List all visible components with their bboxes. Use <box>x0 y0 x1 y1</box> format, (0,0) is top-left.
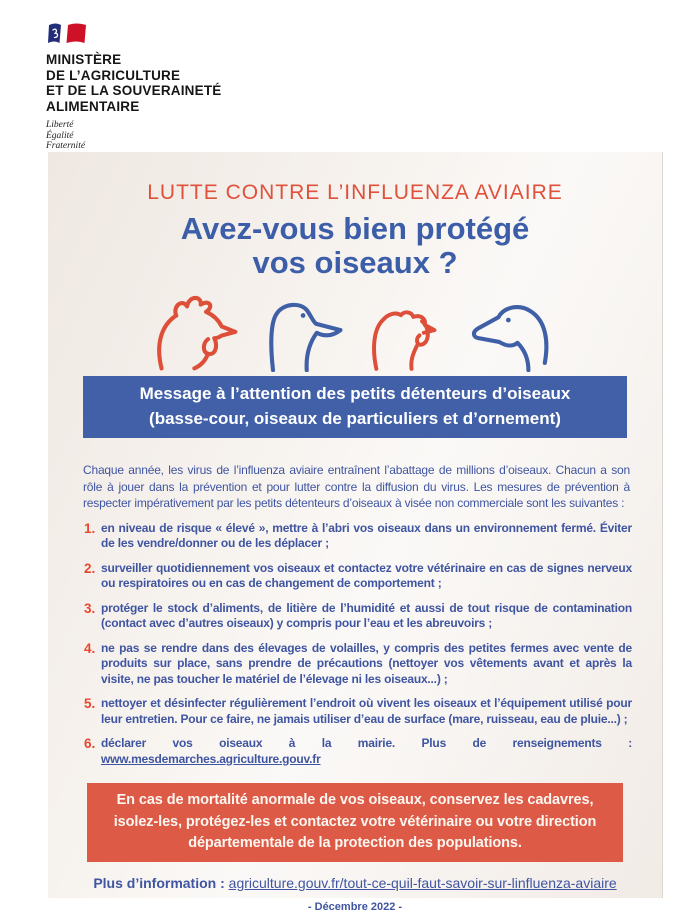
message-banner <box>83 376 627 438</box>
measure-text: en niveau de risque « élevé », mettre à l’abri vos oiseaux dans un environnement fermé. Éviter de les vendre/donner ou de les déplacer ; <box>101 520 632 550</box>
duck-icon <box>466 290 558 372</box>
measure-text: nettoyer et désinfecter régulièrement l’endroit où vivent les oiseaux et l’équipement utilisé pour leur entretien. Pour ce faire, ne jamais utiliser d’eau de surface (mare, ruisseau, eau de pluie...) ; <box>101 696 632 726</box>
page-title <box>48 212 662 280</box>
mesdemarches-link[interactable]: www.mesdemarches.agriculture.gouv.fr <box>101 751 321 766</box>
chicken-icon <box>152 290 244 372</box>
page-title-line2: vos oiseaux ? <box>252 245 458 280</box>
motto-line: Liberté <box>46 120 74 130</box>
page-title-line1: Avez-vous bien protégé <box>180 211 530 246</box>
government-logo <box>46 22 221 152</box>
measure-number: 4. <box>84 640 96 656</box>
measure-number: 5. <box>84 696 96 711</box>
measure-item <box>84 736 632 767</box>
measure-item <box>84 521 632 552</box>
publication-date: - Décembre 2022 - <box>307 900 403 913</box>
more-info-label: Plus d’information : <box>93 874 229 891</box>
more-info-line <box>48 875 662 891</box>
message-banner-line2: (basse-cour, oiseaux de particuliers et d’ornement) <box>149 409 561 428</box>
ministry-line: MINISTÈRE <box>46 52 122 67</box>
bird-illustrations <box>48 288 662 372</box>
republic-motto <box>46 120 221 152</box>
measure-text: protéger le stock d’aliments, de litière de l’humidité et aussi de tout risque de contamination (contact avec d’autres oiseaux) y compris pour l’eau et les abreuvoirs ; <box>101 600 632 630</box>
measures-list <box>84 521 632 768</box>
turkey-icon <box>364 290 452 372</box>
french-flag-icon <box>46 22 90 47</box>
message-banner-line1: Message à l’attention des petits détenteurs d’oiseaux <box>139 384 571 403</box>
agriculture-link[interactable]: agriculture.gouv.fr/tout-ce-quil-faut-savoir-sur-linfluenza-aviaire <box>228 874 617 891</box>
measure-number: 3. <box>84 600 96 616</box>
measure-text <box>101 736 632 767</box>
measure-item <box>84 601 632 632</box>
measure-number: 6. <box>84 736 96 751</box>
intro-paragraph: Chaque année, les virus de l’influenza aviaire entraînent l’abattage de millions d’oiseaux. Chacun a son rôle à jouer dans la prévention et pour lutter contre la diffusion du virus. Les mesures de prévention à respecter impérativement par les petits détenteurs d’oiseaux à visée non commerciale sont les suivantes : <box>83 463 630 510</box>
ministry-line: ALIMENTAIRE <box>46 98 140 114</box>
measure-item <box>84 561 632 592</box>
ministry-line: DE L’AGRICULTURE <box>46 67 181 83</box>
campaign-kicker: LUTTE CONTRE L’INFLUENZA AVIAIRE <box>147 181 563 204</box>
motto-line: Fraternité <box>46 141 86 151</box>
motto-line: Égalité <box>46 130 74 141</box>
ministry-line: ET DE LA SOUVERAINETÉ <box>46 83 222 98</box>
measure-text-prefix: déclarer vos oiseaux à la mairie. Plus de renseignements : <box>101 736 632 750</box>
measure-item <box>84 641 632 688</box>
ministry-name <box>46 52 221 114</box>
poster-card <box>48 152 663 913</box>
measure-item <box>84 696 632 727</box>
measure-text: ne pas se rendre dans des élevages de volailles, y compris des petites fermes avec vente de produits sur place, sans prendre de précautions (nettoyer vos vêtements avant et après la visite, ne pas toucher le matériel de l’élevage ni les oiseaux...) ; <box>101 640 632 686</box>
alert-banner: En cas de mortalité anormale de vos oiseaux, conservez les cadavres, isolez-les, protégez-les et contactez votre vétérinaire ou votre direction départementale de la protection des populations. <box>87 783 623 862</box>
measure-number: 1. <box>84 520 96 536</box>
measure-text: surveiller quotidiennement vos oiseaux et contactez votre vétérinaire en cas de signes nerveux ou respiratoires ou en cas de changement de comportement ; <box>101 560 632 590</box>
measure-number: 2. <box>84 560 96 576</box>
goose-icon <box>258 290 350 372</box>
